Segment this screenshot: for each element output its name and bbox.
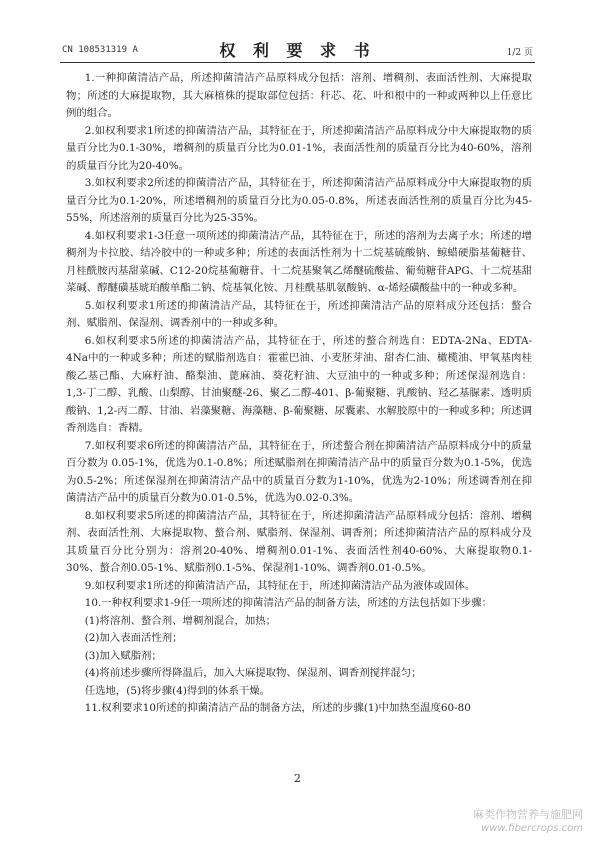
page-number: 2	[294, 772, 301, 785]
document-title: 权 利 要 求 书	[219, 41, 376, 60]
claim-11: 11.权利要求10所述的抑菌清洁产品的制备方法，所述的步骤(1)中加热至温度60-80	[84, 702, 471, 714]
claim-1: 1.一种抑菌清洁产品，所述抑菌清洁产品原料成分包括：溶剂、增稠剂、表面活性剂、大麻提取物；所述的大麻提取物，其大麻植株的提取部位包括：秆芯、花、叶和根中的一种或两种以上任意比例的组合。	[66, 72, 532, 119]
claim-4: 4.如权利要求1-3任意一项所述的抑菌清洁产品，其特征在于，所述的溶剂为去离子水；所述的增稠剂为卡拉胶、结冷胶中的一种或多种；所述的表面活性剂为十二烷基硫酸钠、鲸蜡硬脂基葡糖苷、月桂酰胺丙基甜菜碱、C12-20烷基葡糖苷、十二烷基聚氧乙烯醚硫酸盐、葡萄糖苷APG、十二烷基甜菜碱、醇醚磺基琥珀酸单酯二钠、烷基氧化铵、月桂酰基肌氨酸钠、α-烯烃磺酸盐中的一种或多种。	[66, 229, 532, 294]
page-header	[60, 36, 535, 63]
watermark-url: www.fibercrops.com	[481, 823, 583, 834]
claim-10-step-2: (2)加入表面活性剂；	[84, 632, 183, 644]
patent-number: CN 108531319 A	[62, 45, 138, 55]
watermark-text: 麻类作物营养与施肥网	[473, 808, 583, 821]
claim-2: 2.如权利要求1所述的抑菌清洁产品，其特征在于，所述抑菌清洁产品原料成分中大麻提取物的质量百分比为0.1-30%，增稠剂的质量百分比为0.01-1%，表面活性剂的质量百分比为40-60%，溶剂的质量百分比为20-40%。	[66, 124, 532, 172]
claim-6: 6.如权利要求5所述的抑菌清洁产品，其特征在于，所述的螯合剂选自：EDTA-2Na、EDTA-4Na中的一种或多种；所述的赋脂剂选自：霍霍巴油、小麦胚芽油、甜杏仁油、橄榄油、甲氧基肉桂酸乙基己酯、大麻籽油、酪梨油、蓖麻油、葵花籽油、大豆油中的一种或多种；所述保湿剂选自：1,3-丁二醇、乳酸、山梨醇、甘油聚醚-26、聚乙二醇-401、β-葡聚糖、乳酸钠、羟乙基脲素、透明质酸钠、1,2-丙二醇、甘油、岩藻聚糖、海藻糖、β-葡聚糖、尿囊素、水解胶原中的一种或多种；所述调香剂选自：香精。	[66, 334, 532, 434]
claim-7: 7.如权利要求6所述的抑菌清洁产品，其特征在于，所述螯合剂在抑菌清洁产品原料成分中的质量百分数为 0.05-1%，优选为0.1-0.8%；所述赋脂剂在抑菌清洁产品中的质量百分数为0.1-5%，优选为0.5-2%；所述保湿剂在抑菌清洁产品中的质量百分数为1-10%，优选为2-10%；所述调香剂在抑菌清洁产品中的质量百分数为0.01-0.5%，优选为0.02-0.3%。	[66, 439, 532, 504]
claim-10-step-4: (4)将前述步骤所得降温后，加入大麻提取物、保湿剂、调香剂搅拌混匀；	[84, 667, 422, 679]
claim-9: 9.如权利要求1所述的抑菌清洁产品，其特征在于，所述抑菌清洁产品为液体或固体。	[84, 579, 476, 592]
page-info: 1/2 页	[506, 48, 533, 58]
claim-10-step-1: (1)将溶剂、螯合剂、增稠剂混合，加热；	[84, 614, 277, 627]
claim-8: 8.如权利要求5所述的抑菌清洁产品，其特征在于，所述抑菌清洁产品原料成分包括：溶剂、增稠剂、表面活性剂、大麻提取物、螯合剂、赋脂剂、保湿剂、调香剂；所述抑菌清洁产品的原料成分及其质量百分比分别为：溶剂20-40%、增稠剂0.01-1%、表面活性剂40-60%、大麻提取物0.1-30%、螯合剂0.05-1%、赋脂剂0.1-5%、保湿剂1-10%、调香剂0.01-0.5%。	[66, 509, 532, 574]
claim-5: 5.如权利要求1所述的抑菌清洁产品，其特征在于，所述抑菌清洁产品的原料成分还包括：螯合剂、赋脂剂、保湿剂、调香剂中的一种或多种。	[66, 299, 532, 329]
watermark	[473, 808, 583, 836]
claim-10-step-3: (3)加入赋脂剂；	[84, 649, 162, 662]
claim-10: 10.一种权利要求1-9任一项所述的抑菌清洁产品的制备方法，所述的方法包括如下步骤：	[84, 597, 493, 609]
claims-body	[66, 70, 532, 718]
claim-10-step-5: 任选地，(5)将步骤(4)得到的体系干燥。	[84, 684, 271, 697]
claim-3: 3.如权利要求2所述的抑菌清洁产品，其特征在于，所述抑菌清洁产品原料成分中大麻提取物的质量百分比为0.1-20%，所述增稠剂的质量百分比为0.05-0.8%，所述表面活性剂的质量百分比为45-55%，所述溶剂的质量百分比为25-35%。	[66, 177, 532, 224]
